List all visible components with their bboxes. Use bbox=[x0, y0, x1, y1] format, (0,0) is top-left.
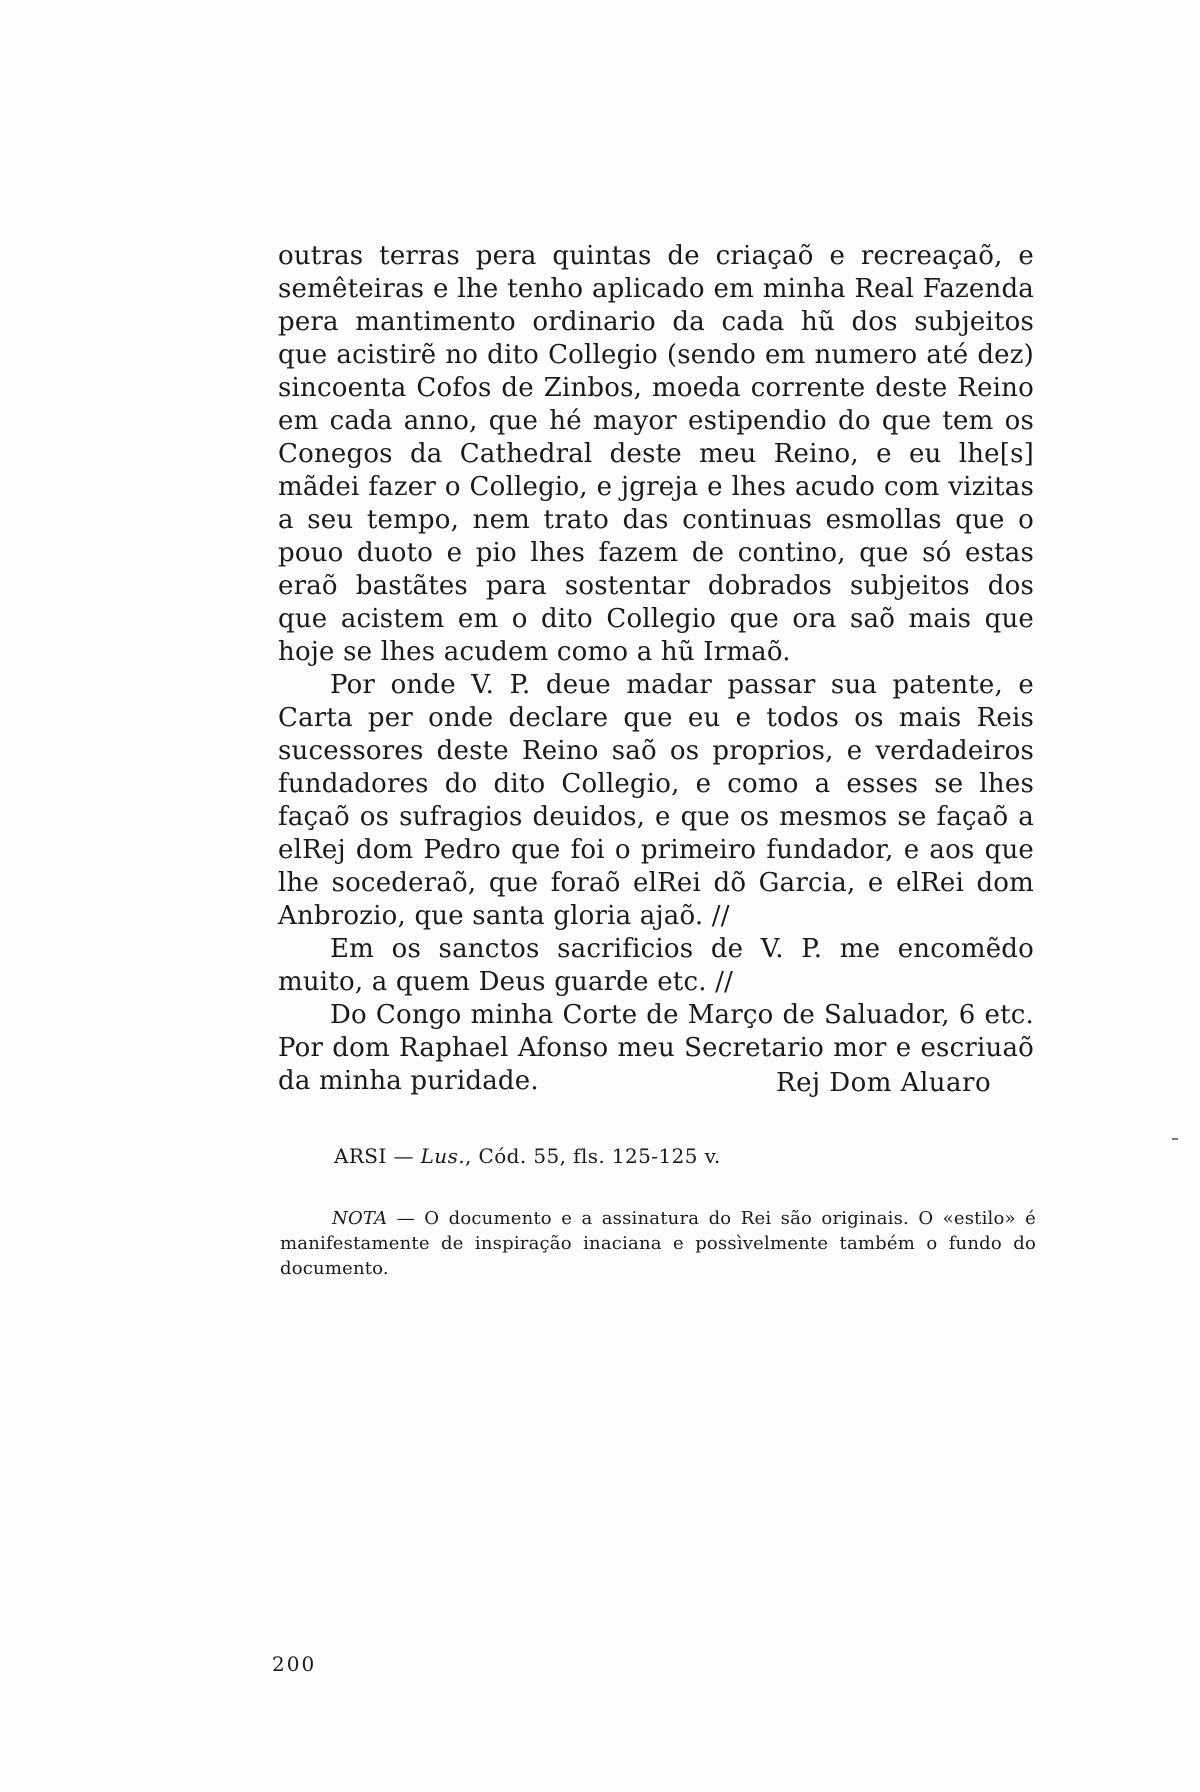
scan-speck bbox=[1172, 1138, 1178, 1140]
archive-prefix: ARSI — bbox=[334, 1144, 421, 1168]
royal-signature: Rej Dom Aluaro bbox=[776, 1068, 992, 1098]
paragraph-grants: outras terras pera quintas de criaçaõ e recreaçaõ, e semêteiras e lhe tenho aplicado em minha Real Fazenda pera mantimento ordinario da cada hũ dos subjeitos que acistirẽ no dito Collegio (sendo em numero até dez) sincoenta Cofos de Zinbos, moeda corrente deste Reino em cada anno, que hé mayor estipendio do que tem os Conegos da Cathedral deste meu Reino, e eu lhe[s] mãdei fazer o Collegio, e jgreja e lhes acudo com vizitas a seu tempo, nem trato das continuas esmollas que o pouo duoto e pio lhes fazem de contino, que só estas eraõ bastãtes para sostentar dobrados subjeitos dos que acistem em o dito Collegio que ora saõ mais que hoje se lhes acudem como a hũ Irmaõ. bbox=[278, 241, 1034, 667]
archive-folios: , Cód. 55, fls. 125-125 v. bbox=[465, 1144, 721, 1168]
editorial-note bbox=[280, 1206, 1036, 1281]
paragraph-request-patent: Por onde V. P. deue madar passar sua patente, e Carta per onde declare que eu e todos os mais Reis sucessores deste Reino saõ os proprios, e verdadeiros fundadores do dito Collegio, e como a esses se lhes façaõ os sufragios deuidos, e que os mesmos se façaõ a elRej dom Pedro que foi o primeiro fundador, e aos que lhe socederaõ, que foraõ elRei dõ Garcia, e elRei dom Anbrozio, que santa gloria ajaõ. // bbox=[278, 670, 1034, 931]
archive-collection: Lus. bbox=[420, 1144, 466, 1168]
paragraph-blessing: Em os sanctos sacrificios de V. P. me encomẽdo muito, a quem Deus guarde etc. // bbox=[278, 934, 1034, 997]
note-text: — O documento e a assinatura do Rei são originais. O «estilo» é manifestamente de inspiração inaciana e possìvelmente também o fundo do documento. bbox=[280, 1208, 1036, 1279]
archive-reference bbox=[334, 1144, 721, 1168]
page-number: 200 bbox=[272, 1652, 317, 1676]
paragraph-dating-clause: Do Congo minha Corte de Março de Saluador, 6 etc. Por dom Raphael Afonso meu Secretario mor e escriuaõ da minha puridade. bbox=[278, 1000, 1034, 1096]
letter-body bbox=[278, 240, 1034, 1098]
note-label: NOTA bbox=[332, 1208, 388, 1229]
